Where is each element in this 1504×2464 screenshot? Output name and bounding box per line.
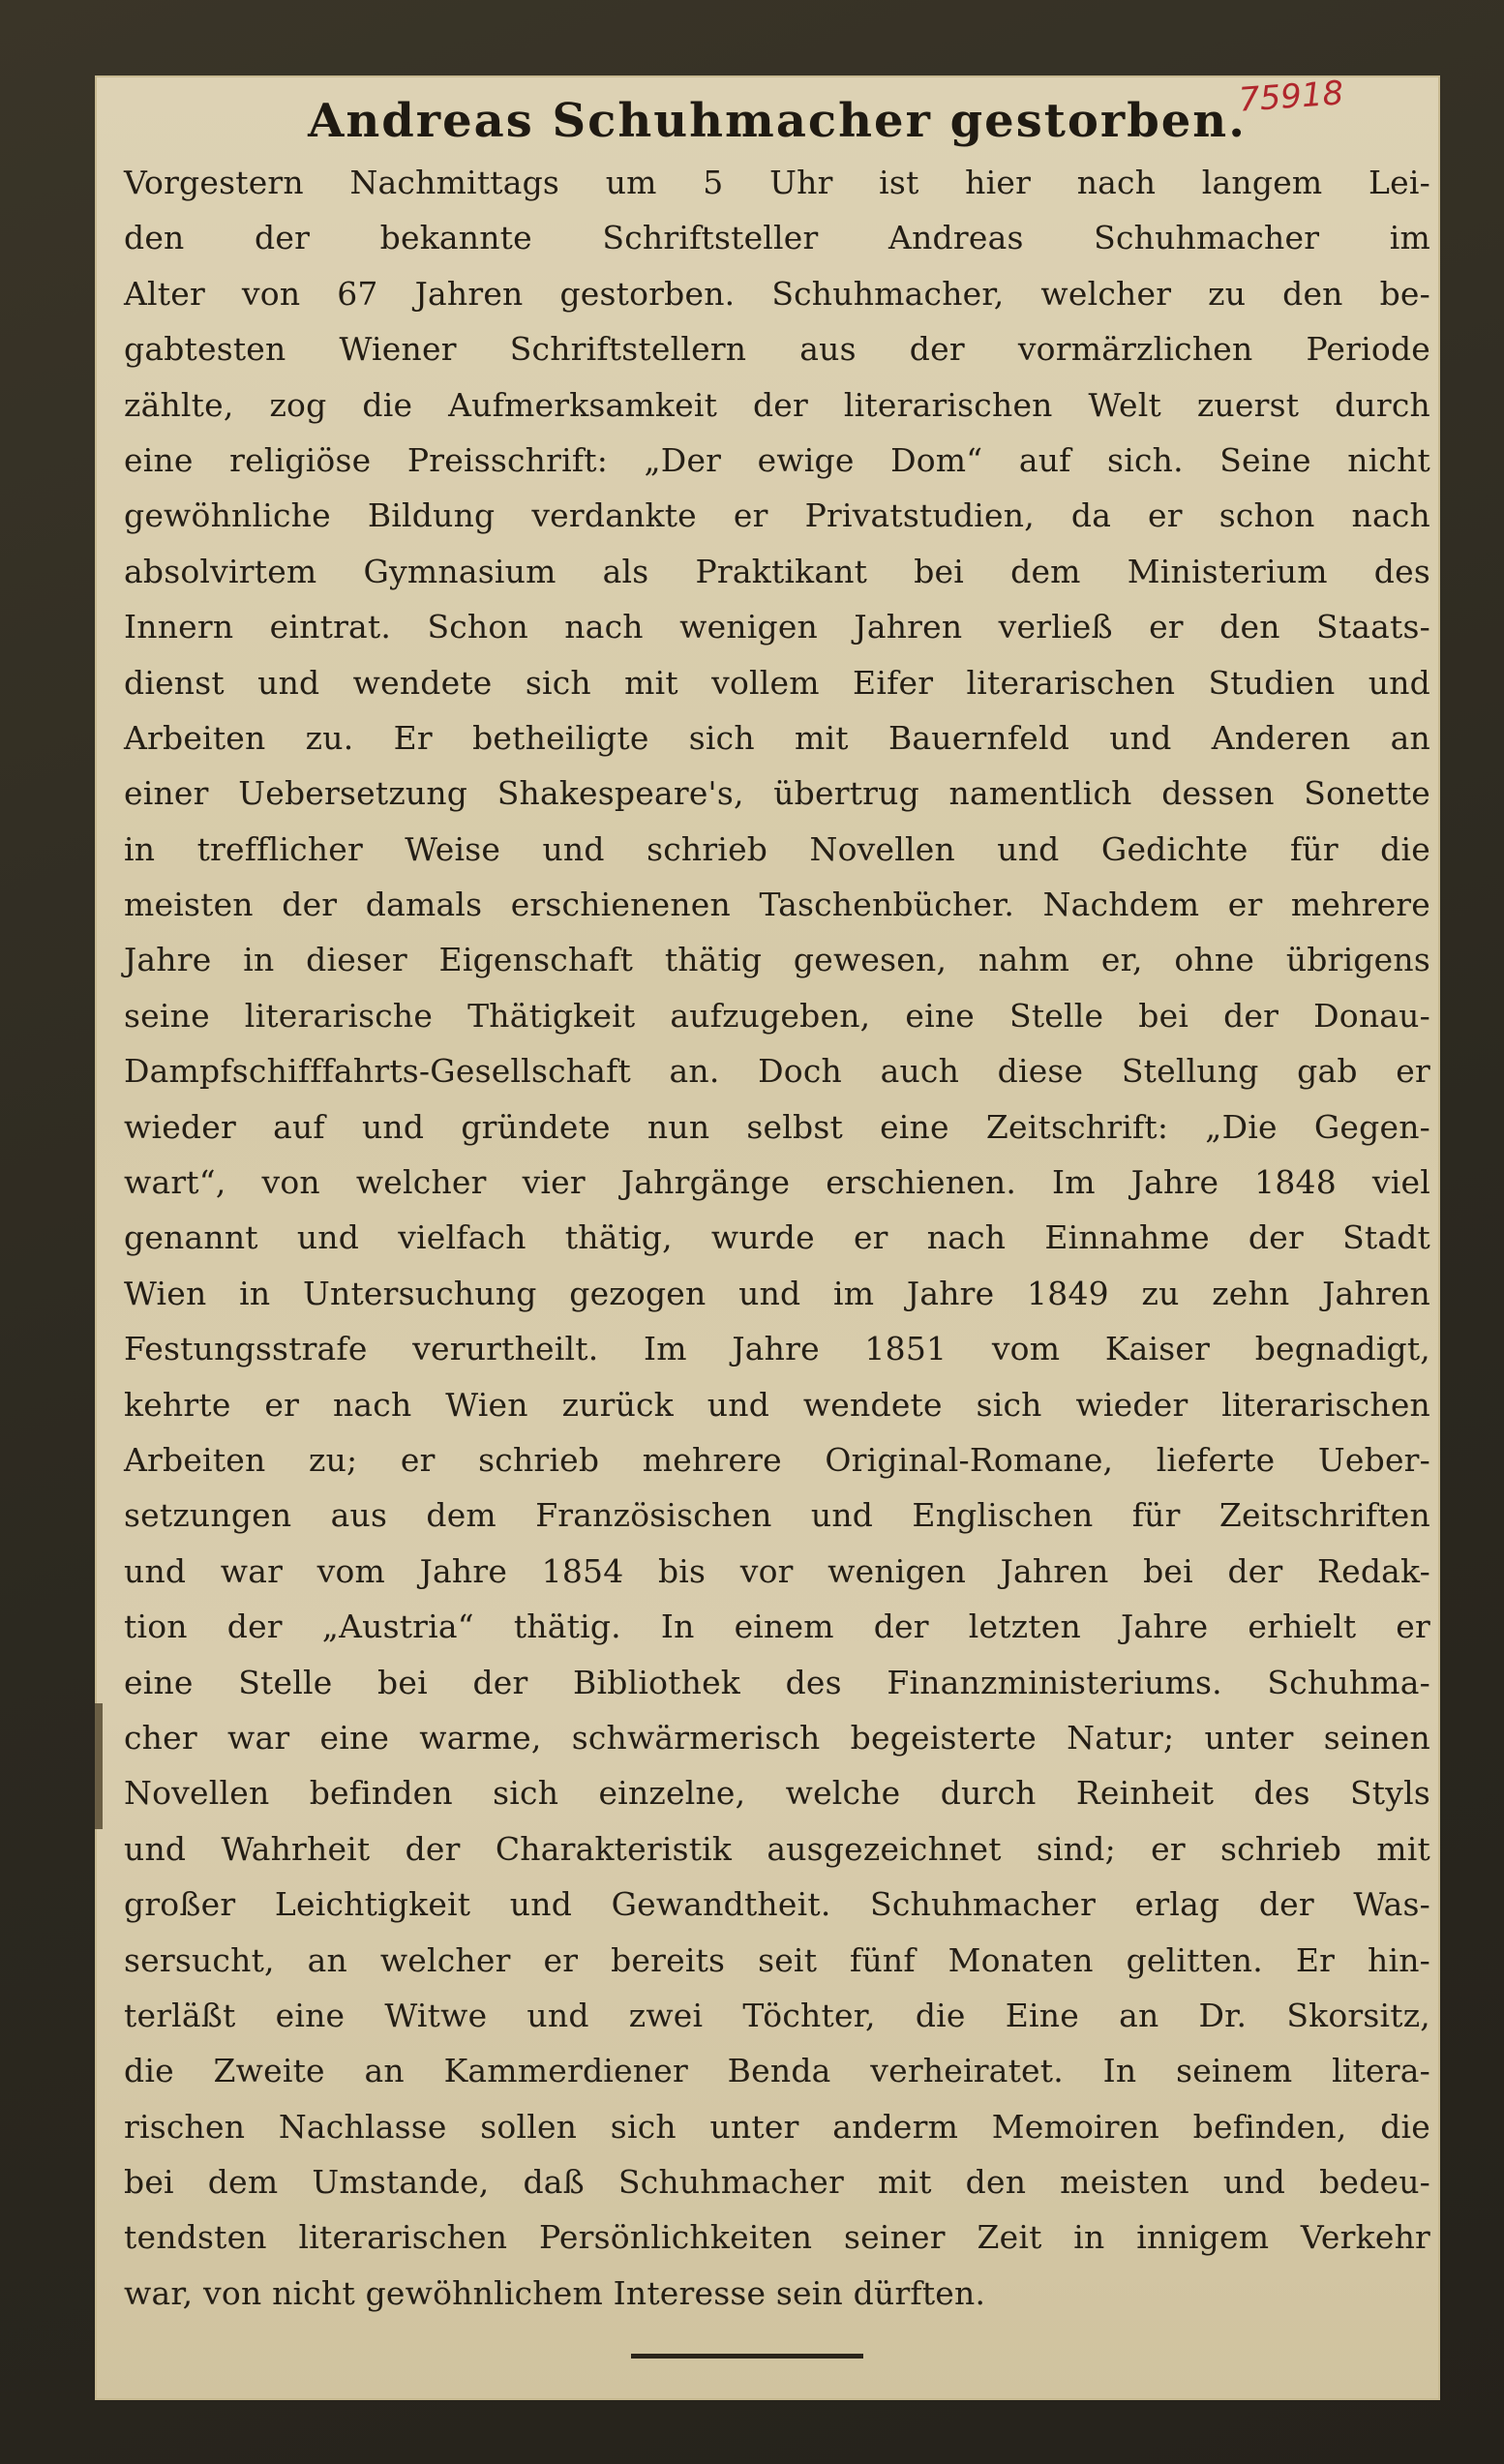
text-line: rischen Nachlasse sollen sich unter anderm Memoiren befinden, die — [124, 2107, 1430, 2146]
article-body — [124, 155, 1430, 2321]
text-line: Novellen befinden sich einzelne, welche durch Reinheit des Styls — [124, 1774, 1430, 1813]
text-line: genannt und vielfach thätig, wurde er nach Einnahme der Stadt — [124, 1218, 1430, 1257]
clipping-edge-mark — [95, 1703, 103, 1829]
text-line: war, von nicht gewöhnlichem Interesse sein dürften. — [124, 2273, 986, 2312]
text-line: Vorgestern Nachmittags um 5 Uhr ist hier nach langem Lei- — [124, 164, 1430, 201]
text-line: zählte, zog die Aufmerksamkeit der literarischen Welt zuerst durch — [124, 385, 1430, 424]
text-line: seine literarische Thätigkeit aufzugeben, eine Stelle bei der Donau- — [124, 996, 1430, 1035]
text-line: und war vom Jahre 1854 bis vor wenigen Jahren bei der Redak- — [124, 1551, 1430, 1590]
text-line: den der bekannte Schriftsteller Andreas Schuhmacher im — [124, 219, 1430, 257]
text-line: Arbeiten zu; er schrieb mehrere Original-Romane, lieferte Ueber- — [124, 1440, 1430, 1479]
text-line: eine religiöse Preisschrift: „Der ewige Dom“ auf sich. Seine nicht — [124, 440, 1430, 479]
text-line: wart“, von welcher vier Jahrgänge erschienen. Im Jahre 1848 viel — [124, 1163, 1430, 1202]
end-rule — [631, 2354, 863, 2359]
text-line: Arbeiten zu. Er betheiligte sich mit Bauernfeld und Anderen an — [124, 718, 1430, 757]
text-line: Dampfschifffahrts-Gesellschaft an. Doch auch diese Stellung gab er — [124, 1052, 1430, 1091]
text-line: cher war eine warme, schwärmerisch begeisterte Natur; unter seinen — [124, 1718, 1430, 1757]
text-line: meisten der damals erschienenen Taschenbücher. Nachdem er mehrere — [124, 886, 1430, 924]
text-line: gewöhnliche Bildung verdankte er Privatstudien, da er schon nach — [124, 496, 1430, 535]
text-line: Innern eintrat. Schon nach wenigen Jahren verließ er den Staats- — [124, 608, 1430, 646]
text-line: tendsten literarischen Persönlichkeiten seiner Zeit in innigem Verkehr — [124, 2218, 1430, 2257]
text-line: setzungen aus dem Französischen und Englischen für Zeitschriften — [124, 1496, 1430, 1535]
text-line: kehrte er nach Wien zurück und wendete sich wieder literarischen — [124, 1385, 1430, 1424]
text-line: Festungsstrafe verurtheilt. Im Jahre 1851 vom Kaiser begnadigt, — [124, 1330, 1430, 1368]
text-line: einer Uebersetzung Shakespeare's, übertrug namentlich dessen Sonette — [124, 774, 1430, 813]
text-line: eine Stelle bei der Bibliothek des Finanzministeriums. Schuhma- — [124, 1663, 1430, 1701]
text-line: Wien in Untersuchung gezogen und im Jahre 1849 zu zehn Jahren — [124, 1274, 1430, 1312]
text-line: gabtesten Wiener Schriftstellern aus der vormärzlichen Periode — [124, 330, 1430, 369]
text-line: bei dem Umstande, daß Schuhmacher mit den meisten und bedeu- — [124, 2163, 1430, 2202]
text-line: wieder auf und gründete nun selbst eine Zeitschrift: „Die Gegen- — [124, 1107, 1430, 1146]
text-line: großer Leichtigkeit und Gewandtheit. Schuhmacher erlag der Was- — [124, 1885, 1430, 1924]
text-line: Alter von 67 Jahren gestorben. Schuhmacher, welcher zu den be- — [124, 274, 1430, 313]
article — [124, 87, 1430, 2321]
text-line: absolvirtem Gymnasium als Praktikant bei dem Ministerium des — [124, 552, 1430, 590]
text-line: tion der „Austria“ thätig. In einem der letzten Jahre erhielt er — [124, 1608, 1430, 1646]
text-line: sersucht, an welcher er bereits seit fünf Monaten gelitten. Er hin- — [124, 1940, 1430, 1979]
archive-number: 75918 — [1237, 74, 1345, 120]
text-line: dienst und wendete sich mit vollem Eifer literarischen Studien und — [124, 663, 1430, 702]
text-line: terläßt eine Witwe und zwei Töchter, die Eine an Dr. Skorsitz, — [124, 1996, 1430, 2034]
text-line: und Wahrheit der Charakteristik ausgezeichnet sind; er schrieb mit — [124, 1829, 1430, 1868]
text-line: Jahre in dieser Eigenschaft thätig gewesen, nahm er, ohne übrigens — [124, 941, 1430, 979]
text-line: in trefflicher Weise und schrieb Novellen und Gedichte für die — [124, 829, 1430, 868]
headline: Andreas Schuhmacher gestorben. — [308, 94, 1247, 148]
text-line: die Zweite an Kammerdiener Benda verheiratet. In seinem litera- — [124, 2052, 1430, 2090]
